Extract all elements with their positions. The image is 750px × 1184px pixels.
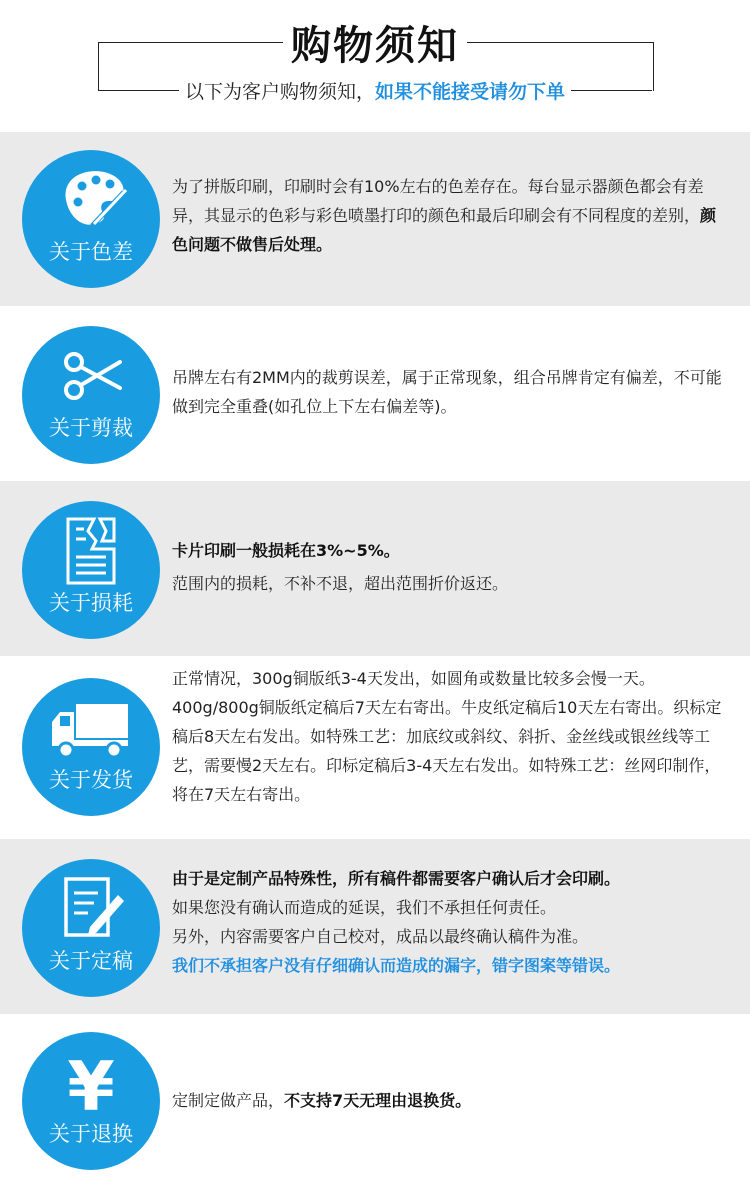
body-text: 为了拼版印刷，印刷时会有10%左右的色差存在。每台显示器颜色都会有差异，其显示的色彩与彩色喷墨打印的颜色和最后印刷会有不同程度的差别，: [172, 177, 704, 225]
body-highlight: 我们不承担客户没有仔细确认而造成的漏字，错字图案等错误。: [172, 956, 621, 975]
section-shipping: [0, 656, 750, 839]
body-text: 吊牌左右有2MM内的裁剪误差，属于正常现象，组合吊牌肯定有偏差，不可能做到完全重叠(如孔位上下左右偏差等)。: [172, 368, 722, 416]
subtitle-highlight: 如果不能接受请勿下单: [375, 81, 566, 103]
notice-header: [0, 0, 750, 130]
svg-text:¥: ¥: [67, 1048, 115, 1116]
body-emphasis: 由于是定制产品特殊性，所有稿件都需要客户确认后才会印刷。: [172, 869, 621, 888]
body-text: 正常情况，300g铜版纸3-4天发出，如圆角或数量比较多会慢一天。400g/800g铜版纸定稿后7天左右寄出。牛皮纸定稿后10天左右寄出。织标定稿后8天左右发出。如特殊工艺：加底纹或斜纹、斜折、金丝线或银丝线等工艺，需要慢2天左右。印标定稿后3-4天左右发出。如特殊工艺：丝网印制作，将在7天左右寄出。: [172, 669, 722, 804]
shipping-badge: [22, 678, 160, 816]
section-body: [172, 1086, 732, 1115]
section-label: 关于色差: [49, 240, 133, 264]
torn-document-icon: [22, 515, 160, 585]
body-text: 另外，内容需要客户自己校对，成品以最终确认稿件为准。: [172, 927, 589, 946]
section-body: [172, 864, 732, 980]
truck-icon: [22, 692, 160, 762]
section-body: [172, 172, 732, 259]
body-emphasis: 卡片印刷一般损耗在3%~5%。: [172, 541, 400, 560]
body-text: 定制定做产品，: [172, 1091, 285, 1110]
section-color-difference: [0, 132, 750, 306]
section-label: 关于发货: [49, 768, 133, 792]
body-emphasis: 不支持7天无理由退换货。: [284, 1091, 472, 1110]
palette-icon: [22, 164, 160, 234]
page-subtitle: [0, 77, 750, 104]
section-label: 关于剪裁: [49, 416, 133, 440]
return-badge: [22, 1032, 160, 1170]
yen-icon: [22, 1046, 160, 1116]
section-label: 关于定稿: [49, 949, 133, 973]
page-title: 购物须知: [0, 14, 750, 71]
loss-badge: [22, 501, 160, 639]
section-loss: [0, 481, 750, 656]
edit-document-icon: [22, 873, 160, 943]
section-return: [0, 1014, 750, 1184]
subtitle-plain: 以下为客户购物须知，: [184, 81, 375, 103]
body-text: 如果您没有确认而造成的延误，我们不承担任何责任。: [172, 898, 557, 917]
section-body: [172, 363, 732, 421]
body-text: 范围内的损耗，不补不退，超出范围折价返还。: [172, 574, 509, 593]
section-body: [172, 664, 732, 809]
finalize-badge: [22, 859, 160, 997]
section-finalize: [0, 839, 750, 1014]
section-label: 关于退换: [49, 1122, 133, 1146]
section-label: 关于损耗: [49, 591, 133, 615]
body-emphasis: 颜色问题不做售后处理。: [172, 206, 717, 254]
cutting-badge: [22, 326, 160, 464]
color-difference-badge: [22, 150, 160, 288]
scissors-icon: [22, 340, 160, 410]
section-cutting: [0, 306, 750, 481]
section-body: [172, 536, 732, 598]
